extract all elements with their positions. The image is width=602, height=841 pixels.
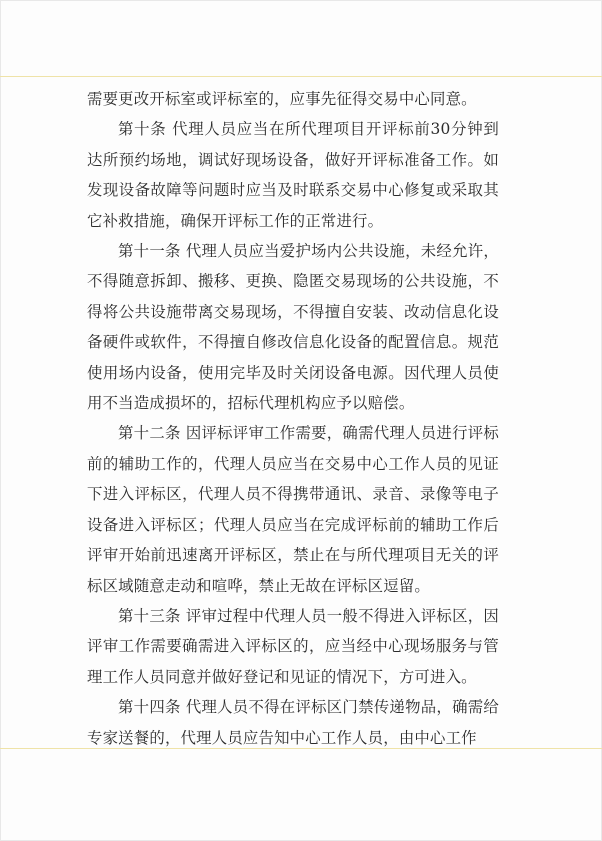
paragraph-continuation: 需要更改开标室或评标室的，应事先征得交易中心同意。 xyxy=(87,90,477,108)
article-12: 第十二条 因评标评审工作需要，确需代理人员进行评标前的辅助工作的，代理人员应当在交易中心工作人员的见证下进入评标区，代理人员不得携带通讯、录音、录像等电子设备进入评标区；代理人员应当在完成评标前的辅助工作后评审开始前迅速离开评标区，禁止在与所代理项目无关的评标区域随意走动和喧哗，禁止无故在评标区逗留。 xyxy=(87,424,499,595)
article-13: 第十三条 评审过程中代理人员一般不得进入评标区，因评审工作需要确需进入评标区的，应当经中心现场服务与管理工作人员同意并做好登记和见证的情况下，方可进入。 xyxy=(87,606,499,686)
article-10: 第十条 代理人员应当在所代理项目开评标前30分钟到达所预约场地，调试好现场设备，做好开评标准备工作。如发现设备故障等问题时应当及时联系交易中心修复或采取其它补救措施，确保开评标工作的正常进行。 xyxy=(87,120,499,230)
article-11: 第十一条 代理人员应当爱护场内公共设施，未经允许，不得随意拆卸、搬移、更换、隐匿交易现场的公共设施，不得将公共设施带离交易现场，不得擅自安装、改动信息化设备硬件或软件，不得擅自修改信息化设备的配置信息。规范使用场内设备，使用完毕及时关闭设备电源。因代理人员使用不当造成损坏的，招标代理机构应予以赔偿。 xyxy=(87,242,499,413)
article-14: 第十四条 代理人员不得在评标区门禁传递物品，确需给专家送餐的，代理人员应告知中心工作人员，由中心工作 xyxy=(87,698,499,747)
document-body xyxy=(87,84,499,753)
header-rule xyxy=(0,76,602,77)
